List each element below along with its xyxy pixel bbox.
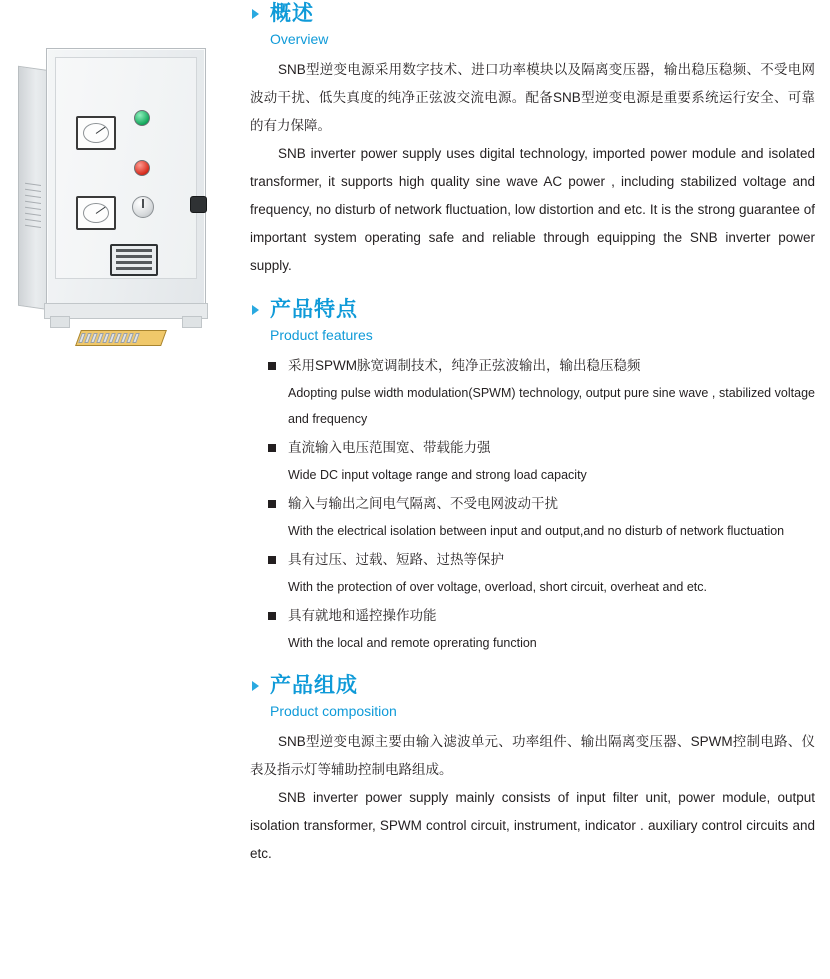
- feature-list: [250, 352, 815, 656]
- cabinet-foot: [50, 316, 70, 328]
- square-bullet-icon: [268, 556, 276, 564]
- list-item: [268, 434, 815, 488]
- section-overview: [250, 0, 815, 280]
- feature-label-cn: 具有就地和遥控操作功能: [288, 608, 437, 623]
- list-item: [268, 490, 815, 544]
- green-indicator-lamp-icon: [134, 110, 150, 126]
- feature-text-cn: [268, 490, 815, 518]
- feature-label-cn: 直流输入电压范围宽、带载能力强: [288, 440, 491, 455]
- red-indicator-lamp-icon: [134, 160, 150, 176]
- rotary-selector-knob-icon: [132, 196, 154, 218]
- feature-label-cn: 输入与输出之间电气隔离、不受电网波动干扰: [288, 496, 558, 511]
- product-image: [0, 18, 240, 338]
- feature-text-cn: [268, 434, 815, 462]
- list-item: [268, 602, 815, 656]
- feature-text-en: Adopting pulse width modulation(SPWM) technology, output pure sine wave , stabilized voltage and frequency: [288, 386, 815, 426]
- feature-text-cn: [268, 602, 815, 630]
- composition-paragraph-en: SNB inverter power supply mainly consists of input filter unit, power module, output isolation transformer, SPWM control circuit, instrument, indicator . auxiliary control circuits and etc.: [250, 790, 815, 861]
- triangle-right-icon: [252, 305, 259, 315]
- square-bullet-icon: [268, 444, 276, 452]
- section-title-cn: 产品组成: [270, 674, 358, 697]
- analog-meter-icon: [76, 196, 116, 230]
- overview-paragraph-en: SNB inverter power supply uses digital technology, imported power module and isolated transformer, it supports high quality sine wave AC power , including stabilized voltage and frequency, no disturb of network fluctuation, low distortion and etc. It is the strong guarantee of important system operating safe and reliable through equipping the SNB inverter power supply.: [250, 146, 815, 273]
- overview-paragraph-cn: SNB型逆变电源采用数字技术、进口功率模块以及隔离变压器，输出稳压稳频、不受电网波动干扰、低失真度的纯净正弦波交流电源。配备SNB型逆变电源是重要系统运行安全、可靠的有力保障。: [250, 62, 815, 133]
- section-title-en: Product composition: [270, 703, 397, 719]
- feature-label-cn: 具有过压、过载、短路、过热等保护: [288, 552, 504, 567]
- terminal-strip-icon: [75, 330, 167, 346]
- cabinet-side-panel: [18, 66, 48, 310]
- section-heading: [250, 0, 815, 50]
- list-item: [268, 546, 815, 600]
- feature-text-cn: [268, 352, 815, 380]
- control-panel-box-icon: [110, 244, 158, 276]
- square-bullet-icon: [268, 612, 276, 620]
- feature-text-en: With the electrical isolation between input and output,and no disturb of network fluctuation: [288, 524, 785, 538]
- section-title-cn: 概述: [270, 2, 314, 25]
- section-heading: [250, 296, 815, 346]
- triangle-right-icon: [252, 681, 259, 691]
- cabinet-illustration: [18, 48, 216, 310]
- feature-text-cn: [268, 546, 815, 574]
- section-product-composition: [250, 672, 815, 868]
- black-switch-icon: [190, 196, 207, 213]
- feature-text-en: Wide DC input voltage range and strong load capacity: [288, 468, 587, 482]
- composition-paragraph-cn: SNB型逆变电源主要由输入滤波单元、功率组件、输出隔离变压器、SPWM控制电路、仪表及指示灯等辅助控制电路组成。: [250, 734, 815, 777]
- section-title-cn: 产品特点: [270, 298, 358, 321]
- vent-slots-icon: [25, 183, 41, 237]
- square-bullet-icon: [268, 500, 276, 508]
- section-heading: [250, 672, 815, 722]
- section-title-en: Product features: [270, 327, 373, 343]
- section-product-features: [250, 296, 815, 656]
- content-column: [250, 0, 815, 870]
- analog-meter-icon: [76, 116, 116, 150]
- list-item: [268, 352, 815, 432]
- section-title-en: Overview: [270, 31, 329, 47]
- cabinet-foot: [182, 316, 202, 328]
- feature-label-cn: 采用SPWM脉宽调制技术，纯净正弦波输出，输出稳压稳频: [288, 358, 641, 373]
- square-bullet-icon: [268, 362, 276, 370]
- feature-text-en: With the protection of over voltage, overload, short circuit, overheat and etc.: [288, 580, 707, 594]
- feature-text-en: With the local and remote oprerating function: [288, 636, 537, 650]
- triangle-right-icon: [252, 9, 259, 19]
